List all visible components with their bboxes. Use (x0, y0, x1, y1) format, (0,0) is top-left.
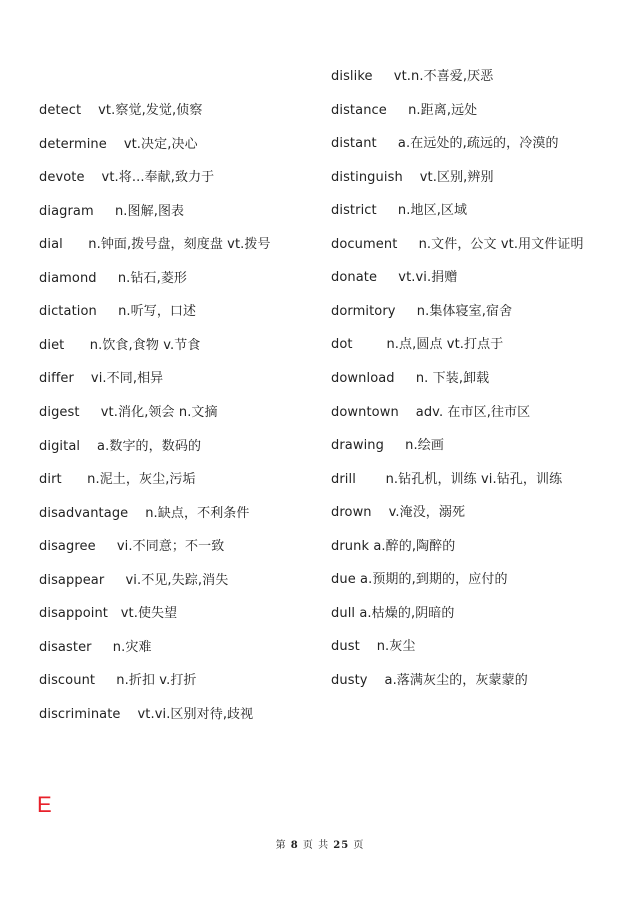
vocab-gap (97, 304, 118, 319)
vocab-definition: v.淹没，溺死 (388, 505, 466, 521)
vocab-definition: vi.不同意；不一致 (116, 539, 225, 555)
vocab-entry (39, 506, 250, 522)
vocab-entry (331, 472, 562, 488)
footer-total-label: 共 (318, 840, 330, 851)
vocab-word: dislike (331, 69, 373, 84)
vocab-word: disadvantage (39, 505, 129, 521)
vocab-entry (39, 103, 202, 119)
vocab-gap (353, 337, 387, 352)
vocab-definition: vt.使失望 (120, 606, 178, 622)
vocab-word: dusty (331, 672, 368, 688)
vocab-entry (331, 136, 559, 152)
vocab-entry (331, 304, 512, 320)
vocab-gap (377, 203, 398, 218)
vocab-word: dirt (39, 472, 62, 488)
vocab-word: dull (331, 605, 356, 621)
section-letter-heading: E (37, 792, 52, 817)
vocab-entry (39, 606, 177, 622)
vocab-gap (80, 439, 97, 454)
footer-page-number: 8 (290, 840, 299, 851)
vocab-definition: n.泥土，灰尘,污垢 (87, 472, 196, 488)
vocab-gap (377, 270, 398, 285)
vocab-definition: vt.消化,领会 n.文摘 (100, 404, 218, 420)
vocab-entry (331, 371, 489, 387)
vocab-word: downtown (331, 404, 399, 420)
vocab-word: disappear (39, 572, 105, 588)
vocab-entry (331, 438, 444, 454)
vocab-entry (39, 137, 198, 153)
vocab-gap (368, 673, 385, 688)
vocab-definition: vt.区别,辨别 (419, 169, 494, 185)
vocab-word: disaster (39, 639, 92, 655)
vocab-definition: n.钻孔机，训练 vi.钻孔，训练 (385, 471, 563, 487)
vocab-entry (39, 237, 271, 253)
vocab-gap (128, 506, 145, 521)
vocab-word: document (331, 236, 398, 252)
vocab-word: drawing (331, 438, 384, 454)
vocab-word: district (331, 203, 377, 219)
vocab-gap (96, 539, 117, 554)
vocab-gap (107, 137, 124, 152)
vocab-entry (39, 304, 196, 320)
vocab-word: dot (331, 337, 353, 353)
vocab-word: discount (39, 673, 96, 689)
vocab-definition: n.集体寝室,宿舍 (416, 303, 513, 319)
vocab-gap (403, 170, 420, 185)
vocab-definition: n.点,圆点 vt.打点于 (386, 337, 504, 353)
vocab-word: dial (39, 237, 63, 253)
vocab-gap (97, 271, 118, 286)
vocab-definition: n.折扣 v.打折 (116, 673, 197, 689)
vocab-gap (395, 371, 416, 386)
vocab-gap (81, 103, 98, 118)
vocab-entry (39, 472, 196, 488)
vocab-gap (95, 673, 116, 688)
vocab-entry (331, 170, 494, 186)
vocab-gap (92, 640, 113, 655)
vocab-gap (396, 304, 417, 319)
vocab-entry (331, 639, 415, 655)
vocab-definition: n.绘画 (405, 438, 444, 454)
vocab-word: digital (39, 438, 81, 454)
vocab-entry (39, 573, 228, 589)
vocab-entry (331, 237, 584, 253)
vocab-definition: adv. 在市区,往市区 (415, 404, 531, 420)
footer-page-label: 页 (302, 840, 314, 851)
vocab-entry (39, 640, 152, 656)
vocab-word: dust (331, 639, 360, 655)
vocab-gap (108, 606, 121, 621)
vocab-entry (331, 505, 465, 521)
vocab-gap (360, 639, 377, 654)
vocab-gap (74, 371, 91, 386)
vocab-gap (64, 338, 89, 353)
vocab-word: distant (331, 136, 377, 152)
vocab-gap (121, 707, 138, 722)
vocab-definition: n. 下装,卸载 (415, 370, 490, 386)
vocab-word: drunk (331, 538, 370, 554)
vocab-gap (372, 505, 389, 520)
vocab-entry (331, 673, 528, 689)
vocab-entry (39, 539, 224, 555)
vocab-definition: vt.察觉,发觉,侦察 (98, 103, 203, 118)
vocab-definition: vi.不见,失踪,消失 (125, 572, 229, 588)
vocab-gap (373, 69, 394, 84)
vocab-gap (80, 405, 101, 420)
vocab-entry (39, 439, 201, 455)
vocab-entry (39, 338, 200, 354)
vocab-word: due (331, 572, 356, 588)
vocab-definition: vi.不同,相异 (90, 371, 164, 387)
vocab-word: differ (39, 371, 74, 387)
vocab-entry (39, 707, 253, 723)
vocab-definition: n.图解,图表 (114, 203, 185, 219)
vocab-word: drown (331, 505, 372, 521)
vocab-word: donate (331, 270, 378, 286)
vocab-word: dictation (39, 304, 97, 320)
vocab-definition: a.醉的,陶醉的 (373, 538, 456, 554)
vocab-entry (39, 673, 197, 689)
vocab-entry (39, 204, 184, 220)
vocab-definition: vt.决定,决心 (123, 136, 198, 152)
vocab-word: drill (331, 471, 356, 487)
vocab-entry (39, 405, 218, 421)
vocab-entry (331, 203, 467, 219)
footer-prefix: 第 (275, 840, 287, 851)
page-footer (0, 839, 640, 853)
vocab-gap (104, 573, 125, 588)
vocab-definition: n.钟面,拨号盘，刻度盘 vt.拨号 (88, 237, 271, 253)
vocab-entry (39, 170, 214, 186)
vocab-entry (331, 270, 457, 286)
vocab-word: download (331, 370, 395, 386)
vocab-definition: vt.vi.区别对待,歧视 (137, 706, 254, 722)
vocab-entry (331, 572, 508, 588)
vocab-definition: n.缺点，不利条件 (145, 505, 250, 521)
vocab-definition: vt.将...奉献,致力于 (101, 170, 215, 186)
vocab-entry (331, 539, 455, 555)
vocab-definition: n.钻石,菱形 (117, 270, 188, 286)
vocab-gap (377, 136, 398, 151)
vocab-entry (331, 103, 477, 119)
vocab-definition: n.灾难 (112, 639, 152, 655)
vocab-entry (331, 606, 455, 622)
vocab-word: digest (39, 404, 80, 420)
vocab-definition: n.地区,区域 (397, 203, 468, 219)
footer-total-pages: 25 (333, 840, 350, 851)
vocab-gap (63, 237, 88, 252)
vocab-gap (384, 438, 405, 453)
vocab-entry (39, 271, 187, 287)
vocab-gap (94, 204, 115, 219)
vocab-word: diet (39, 337, 65, 353)
vocab-gap (85, 170, 102, 185)
vocab-word: determine (39, 136, 107, 152)
vocab-word: disappoint (39, 606, 109, 622)
vocab-definition: a.落满灰尘的，灰蒙蒙的 (384, 672, 528, 688)
vocab-word: distance (331, 102, 387, 118)
vocab-entry (39, 371, 163, 387)
vocab-word: diagram (39, 203, 94, 219)
vocab-gap (356, 472, 386, 487)
vocab-definition: n.饮食,食物 v.节食 (89, 337, 201, 353)
vocab-entry (331, 69, 493, 85)
vocab-definition: a.在远处的,疏远的，冷漠的 (397, 136, 559, 152)
vocab-word: distinguish (331, 169, 403, 185)
vocab-word: disagree (39, 539, 96, 555)
vocab-definition: vt.vi.捐赠 (398, 270, 458, 286)
vocab-gap (399, 405, 416, 420)
vocab-gap (397, 237, 418, 252)
vocab-entry (331, 405, 530, 421)
vocab-word: diamond (39, 270, 97, 286)
vocab-definition: n.距离,远处 (408, 102, 478, 118)
vocab-definition: vt.n.不喜爱,厌恶 (393, 69, 494, 84)
vocab-definition: a.数字的，数码的 (97, 438, 202, 454)
vocab-word: discriminate (39, 706, 121, 722)
vocab-word: detect (39, 103, 82, 118)
vocab-gap (387, 103, 408, 118)
vocab-word: dormitory (331, 303, 396, 319)
vocab-entry (331, 337, 503, 353)
vocab-definition: a.预期的,到期的，应付的 (360, 572, 508, 588)
vocab-definition: n.文件，公文 vt.用文件证明 (418, 236, 584, 252)
vocab-gap (62, 472, 87, 487)
vocab-definition: n.听写，口述 (118, 304, 197, 320)
vocab-word: devote (39, 170, 85, 186)
vocab-definition: a.枯燥的,阴暗的 (359, 605, 455, 621)
vocab-definition: n.灰尘 (376, 639, 416, 655)
footer-suffix: 页 (353, 840, 365, 851)
